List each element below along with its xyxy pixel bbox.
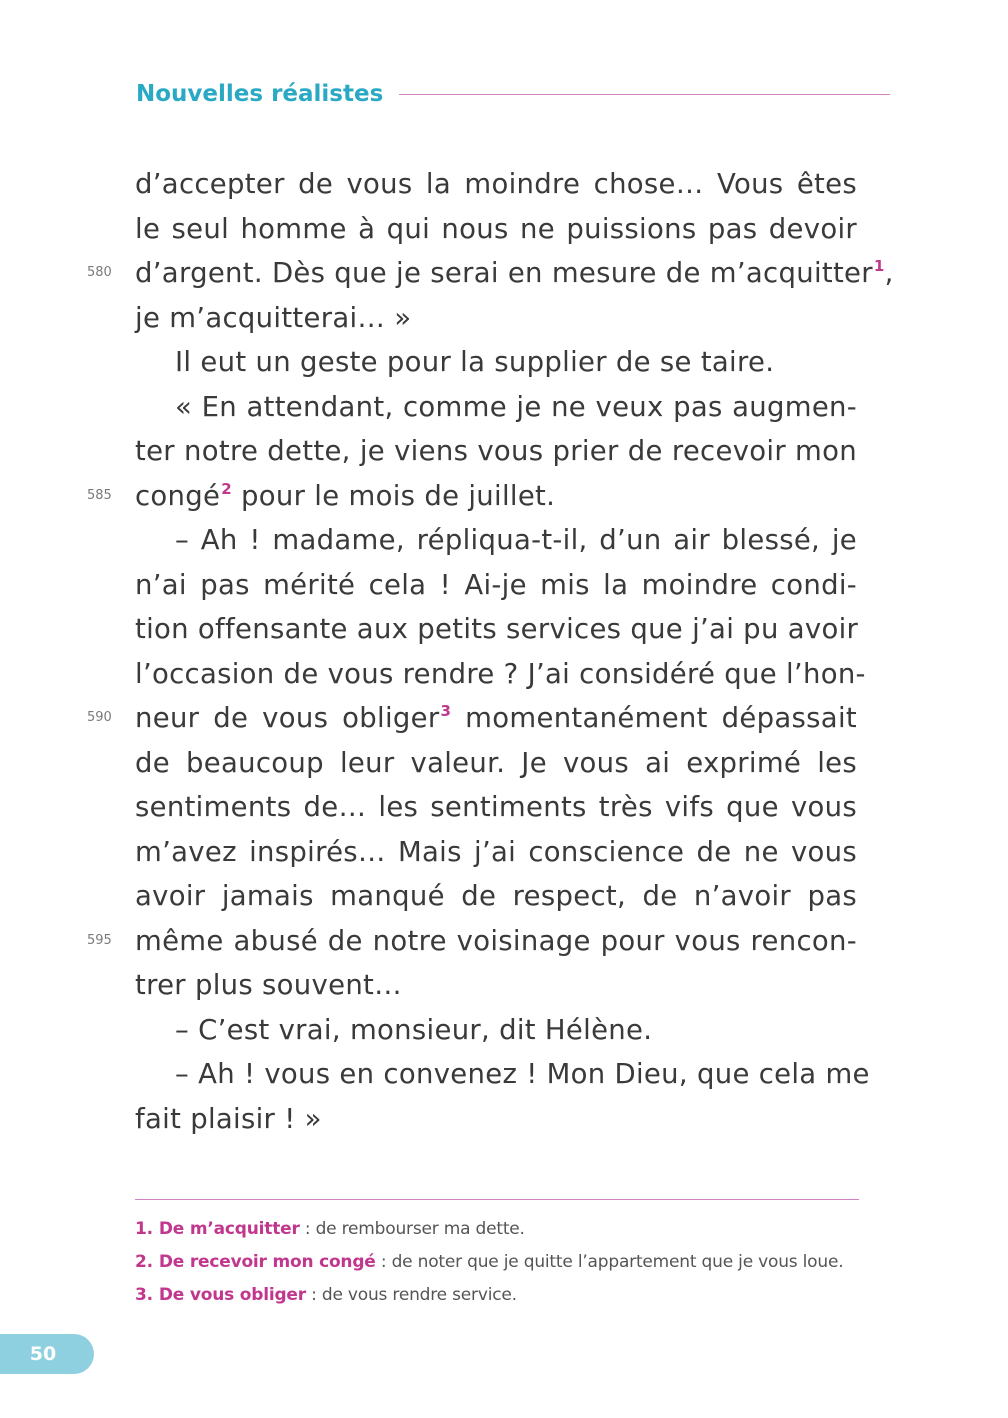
line-number: 595	[87, 932, 112, 948]
text-line: fait plaisir ! »	[135, 1102, 322, 1135]
footnote-ref: 2	[221, 479, 232, 498]
footnote-rule	[135, 1199, 859, 1200]
text-line: tion offensante aux petits services que j’ai pu avoir	[135, 613, 859, 645]
page-number-tab	[0, 1334, 94, 1374]
text-line: Il eut un geste pour la supplier de se taire.	[175, 346, 775, 378]
line-number: 590	[87, 710, 112, 725]
text-line: – C’est vrai, monsieur, dit Hélène.	[175, 1013, 653, 1046]
footnote: 2. De recevoir mon congé : de noter que je quitte l’appartement que je vous loue.	[135, 1252, 844, 1272]
text-line: le seul homme à qui nous ne puissions pas devoir	[135, 212, 857, 245]
footnote: 1. De m’acquitter : de rembourser ma dette.	[135, 1219, 525, 1239]
footnote: 3. De vous obliger : de vous rendre service.	[135, 1285, 517, 1305]
text-line: m’avez inspirés… Mais j’ai conscience de ne vous	[135, 835, 857, 868]
page-number: 50	[29, 1343, 57, 1365]
footnote-ref: 3	[440, 702, 452, 720]
header-rule	[399, 94, 890, 95]
text-line: l’occasion de vous rendre ? J’ai considéré que l’hon-	[135, 657, 866, 690]
text-line: trer plus souvent…	[135, 969, 402, 1001]
text-line: de beaucoup leur valeur. Je vous ai exprimé les	[135, 746, 857, 779]
text-line: – Ah ! madame, répliqua-t-il, d’un air blessé, je	[175, 524, 857, 556]
text-line: d’accepter de vous la moindre chose… Vous êtes	[135, 168, 857, 200]
text-line: 595 même abusé de notre voisinage pour vous rencon-	[135, 919, 857, 964]
body-text	[87, 162, 894, 1141]
text-line: « En attendant, comme je ne veux pas augmen-	[175, 390, 857, 423]
text-line: – Ah ! vous en convenez ! Mon Dieu, que cela me	[175, 1058, 870, 1090]
text-line: sentiments de… les sentiments très vifs que vous	[135, 791, 857, 823]
running-header	[136, 78, 890, 110]
line-number: 585	[87, 487, 112, 503]
text-line: avoir jamais manqué de respect, de n’avoir pas	[135, 880, 857, 912]
footnotes	[135, 1213, 865, 1312]
section-title: Nouvelles réalistes	[136, 81, 384, 107]
line-number: 580	[87, 265, 112, 280]
footnote-ref: 1	[873, 257, 885, 275]
text-line: n’ai pas mérité cela ! Ai-je mis la moindre condi-	[135, 568, 857, 601]
text-line: je m’acquitterai… »	[135, 301, 412, 334]
text-line: 580 d’argent. Dès que je serai en mesure de m’acquitter$^1$,	[135, 251, 857, 296]
text-line: 590 neur de vous obliger$^3$ momentanément dépassait	[135, 696, 857, 741]
text-line: 585 congé$^2$ pour le mois de juillet.	[135, 474, 857, 519]
text-line: ter notre dette, je viens vous prier de recevoir mon	[135, 435, 857, 467]
